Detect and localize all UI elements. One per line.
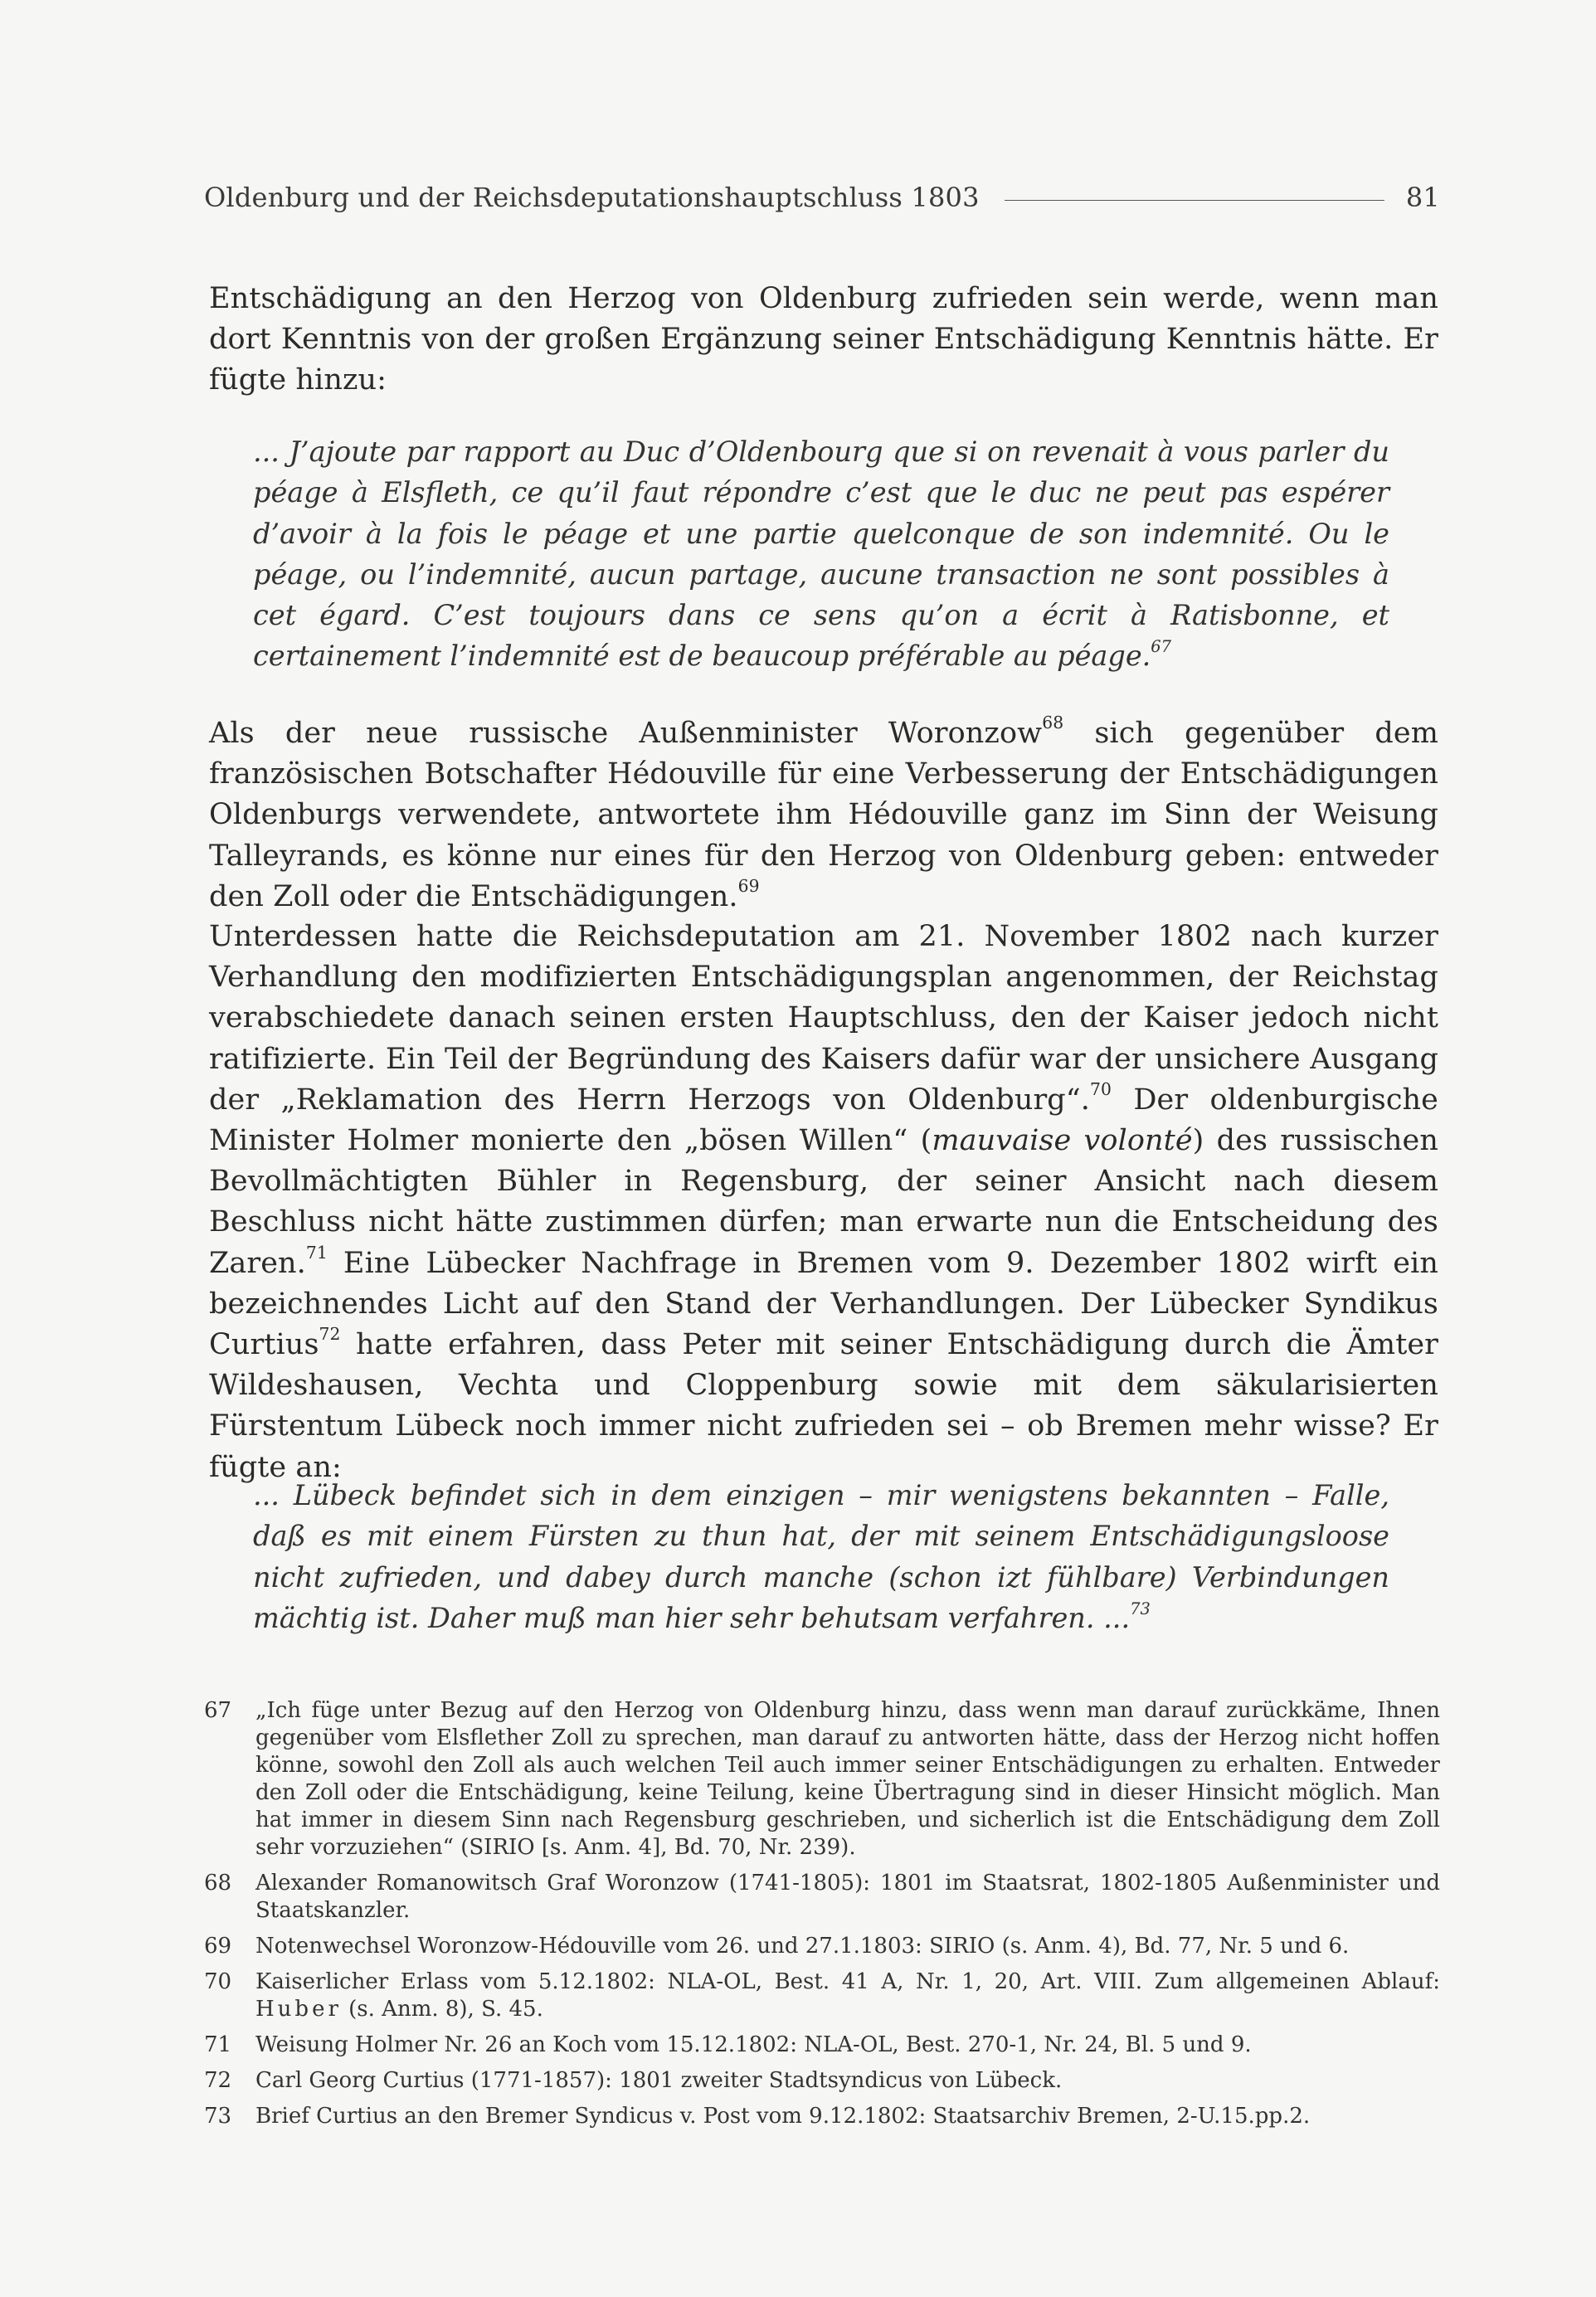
text-run: ) des russischen Bevollmächtigten Bühler in Regensburg, der seiner Ansicht nach diesem Beschluss nicht hätte zustimmen dürfen; man erwarte nun die Entscheidung des Zaren. bbox=[209, 1124, 1438, 1280]
footnote-number: 67 bbox=[204, 1698, 232, 1723]
running-header bbox=[204, 176, 1440, 219]
italic-phrase: mauvaise volonté bbox=[932, 1124, 1193, 1158]
footnote-ref-69[interactable]: 69 bbox=[737, 876, 760, 897]
quote-text: ... Lübeck befindet sich in dem einzigen – mir wenigstens bekannten – Falle, daß es mit einem Fürsten zu thun hat, der mit seinem Entschädigungsloose nicht zufrieden, und dabey durch manche (schon izt fühlbare) Verbindungen mächtig ist. Daher muß man hier sehr behutsam verfahren. ... bbox=[253, 1479, 1389, 1634]
footnote-69 bbox=[204, 1933, 1440, 1960]
footnote-71 bbox=[204, 2032, 1440, 2059]
block-quote-german bbox=[253, 1475, 1389, 1638]
footnotes bbox=[204, 1697, 1440, 2139]
page-number: 81 bbox=[1405, 182, 1440, 213]
footnote-number: 70 bbox=[204, 1969, 232, 1994]
paragraph-1: Entschädigung an den Herzog von Oldenburg zufrieden sein werde, wenn man dort Kenntnis von der großen Ergänzung seiner Entschädigung Kenntnis hätte. Er fügte hinzu: bbox=[209, 282, 1438, 397]
footnote-text bbox=[255, 1969, 1440, 2023]
footnote-ref-68[interactable]: 68 bbox=[1042, 713, 1064, 733]
author-name: Huber bbox=[255, 1997, 342, 2022]
footnote-68 bbox=[204, 1870, 1440, 1925]
footnote-ref-67[interactable]: 67 bbox=[1151, 637, 1172, 657]
text-run: hatte erfahren, dass Peter mit seiner Entschädigung durch die Ämter Wildeshausen, Vechta und Cloppenburg sowie mit dem säkularisierten Fürstentum Lübeck noch immer nicht zufrieden sei – ob Bremen mehr wisse? Er fügte an: bbox=[209, 1328, 1438, 1484]
text-run: sich gegenüber dem französischen Botschafter Hédouville für eine Verbesserung der Entschädigungen Oldenburgs verwendete, antwortete ihm Hédouville ganz im Sinn der Weisung Talleyrands, es könne nur eines für den Herzog von Oldenburg geben: entweder den Zoll oder die Entschädigungen. bbox=[209, 717, 1438, 913]
text-run: Eine Lübecker Nachfrage in Bremen vom 9. Dezember 1802 wirft ein bezeichnendes Licht auf den Stand der Verhandlungen. Der Lübecker Syndikus Curtius bbox=[209, 1246, 1438, 1362]
footnote-number: 73 bbox=[204, 2104, 232, 2129]
footnote-text: „Ich füge unter Bezug auf den Herzog von Oldenburg hinzu, dass wenn man darauf zurückkäme, Ihnen gegenüber vom Elsflether Zoll zu sprechen, man darauf zu antworten hätte, dass der Herzog nicht hoffen könne, sowohl den Zoll als auch welchen Teil auch immer seiner Entschädigungen zu erhalten. Entweder den Zoll oder die Entschädigung, keine Teilung, keine Übertragung sind in dieser Hinsicht möglich. Man hat immer in diesem Sinn nach Regensburg geschrieben, und sicherlich ist die Entschädigung dem Zoll sehr vorzuziehen“ (SIRIO [s. Anm. 4], Bd. 70, Nr. 239). bbox=[255, 1698, 1440, 1860]
footnote-number: 69 bbox=[204, 1934, 232, 1959]
footnote-text: Carl Georg Curtius (1771-1857): 1801 zweiter Stadtsyndicus von Lübeck. bbox=[255, 2068, 1063, 2093]
text-run: (s. Anm. 8), S. 45. bbox=[341, 1997, 543, 2022]
text-run: Kaiserlicher Erlass vom 5.12.1802: NLA-OL, Best. 41 A, Nr. 1, 20, Art. VIII. Zum allgemeinen Ablauf: bbox=[255, 1969, 1440, 1994]
text-run: Als der neue russische Außenminister Woronzow bbox=[209, 717, 1043, 750]
footnote-67 bbox=[204, 1697, 1440, 1861]
footnote-72 bbox=[204, 2067, 1440, 2095]
header-rule bbox=[1005, 200, 1384, 201]
footnote-ref-70[interactable]: 70 bbox=[1090, 1079, 1112, 1100]
footnote-ref-71[interactable]: 71 bbox=[305, 1242, 328, 1263]
text-run: Unterdessen hatte die Reichsdeputation am 21. November 1802 nach kurzer Verhandlung den modifizierten Entschädigungsplan angenommen, der Reichstag verabschiedete danach seinen ersten Hauptschluss, den der Kaiser jedoch nicht ratifizierte. Ein Teil der Begründung des Kaisers dafür war der unsichere Ausgang der „Reklamation des Herrn Herzogs von Oldenburg“. bbox=[209, 920, 1438, 1117]
footnote-text: Brief Curtius an den Bremer Syndicus v. Post vom 9.12.1802: Staatsarchiv Bremen, 2-U.15.pp.2. bbox=[255, 2104, 1311, 2129]
footnote-70 bbox=[204, 1969, 1440, 2023]
block-quote-french bbox=[253, 431, 1389, 677]
paragraph-3 bbox=[209, 917, 1438, 1488]
footnote-text: Weisung Holmer Nr. 26 an Koch vom 15.12.1802: NLA-OL, Best. 270-1, Nr. 24, Bl. 5 und 9. bbox=[255, 2032, 1252, 2057]
footnote-text: Alexander Romanowitsch Graf Woronzow (1741-1805): 1801 im Staatsrat, 1802-1805 Außenminister und Staatskanzler. bbox=[255, 1871, 1440, 1923]
footnote-number: 72 bbox=[204, 2068, 232, 2093]
footnote-text: Notenwechsel Woronzow-Hédouville vom 26. und 27.1.1803: SIRIO (s. Anm. 4), Bd. 77, Nr. 5 und 6. bbox=[255, 1934, 1350, 1959]
text-run: Der oldenburgische Minister Holmer monierte den „bösen Willen“ ( bbox=[209, 1083, 1438, 1158]
quote-text: ... J’ajoute par rapport au Duc d’Oldenbourg que si on revenait à vous parler du péage à Elsfleth, ce qu’il faut répondre c’est que le duc ne peut pas espérer d’avoir à la fois le péage et une partie quelconque de son indemnité. Ou le péage, ou l’indemnité, aucun partage, aucune transaction ne sont possibles à cet égard. C’est toujours dans ce sens qu’on a écrit à Ratisbonne, et certainement l’indemnité est de beaucoup préférable au péage. bbox=[253, 436, 1389, 673]
footnote-73 bbox=[204, 2103, 1440, 2130]
running-title: Oldenburg und der Reichsdeputationshauptschluss 1803 bbox=[204, 182, 980, 213]
footnote-number: 71 bbox=[204, 2032, 232, 2057]
paragraph-2 bbox=[209, 713, 1438, 917]
footnote-ref-73[interactable]: 73 bbox=[1130, 1599, 1151, 1618]
footnote-ref-72[interactable]: 72 bbox=[319, 1324, 341, 1345]
footnote-number: 68 bbox=[204, 1871, 232, 1896]
